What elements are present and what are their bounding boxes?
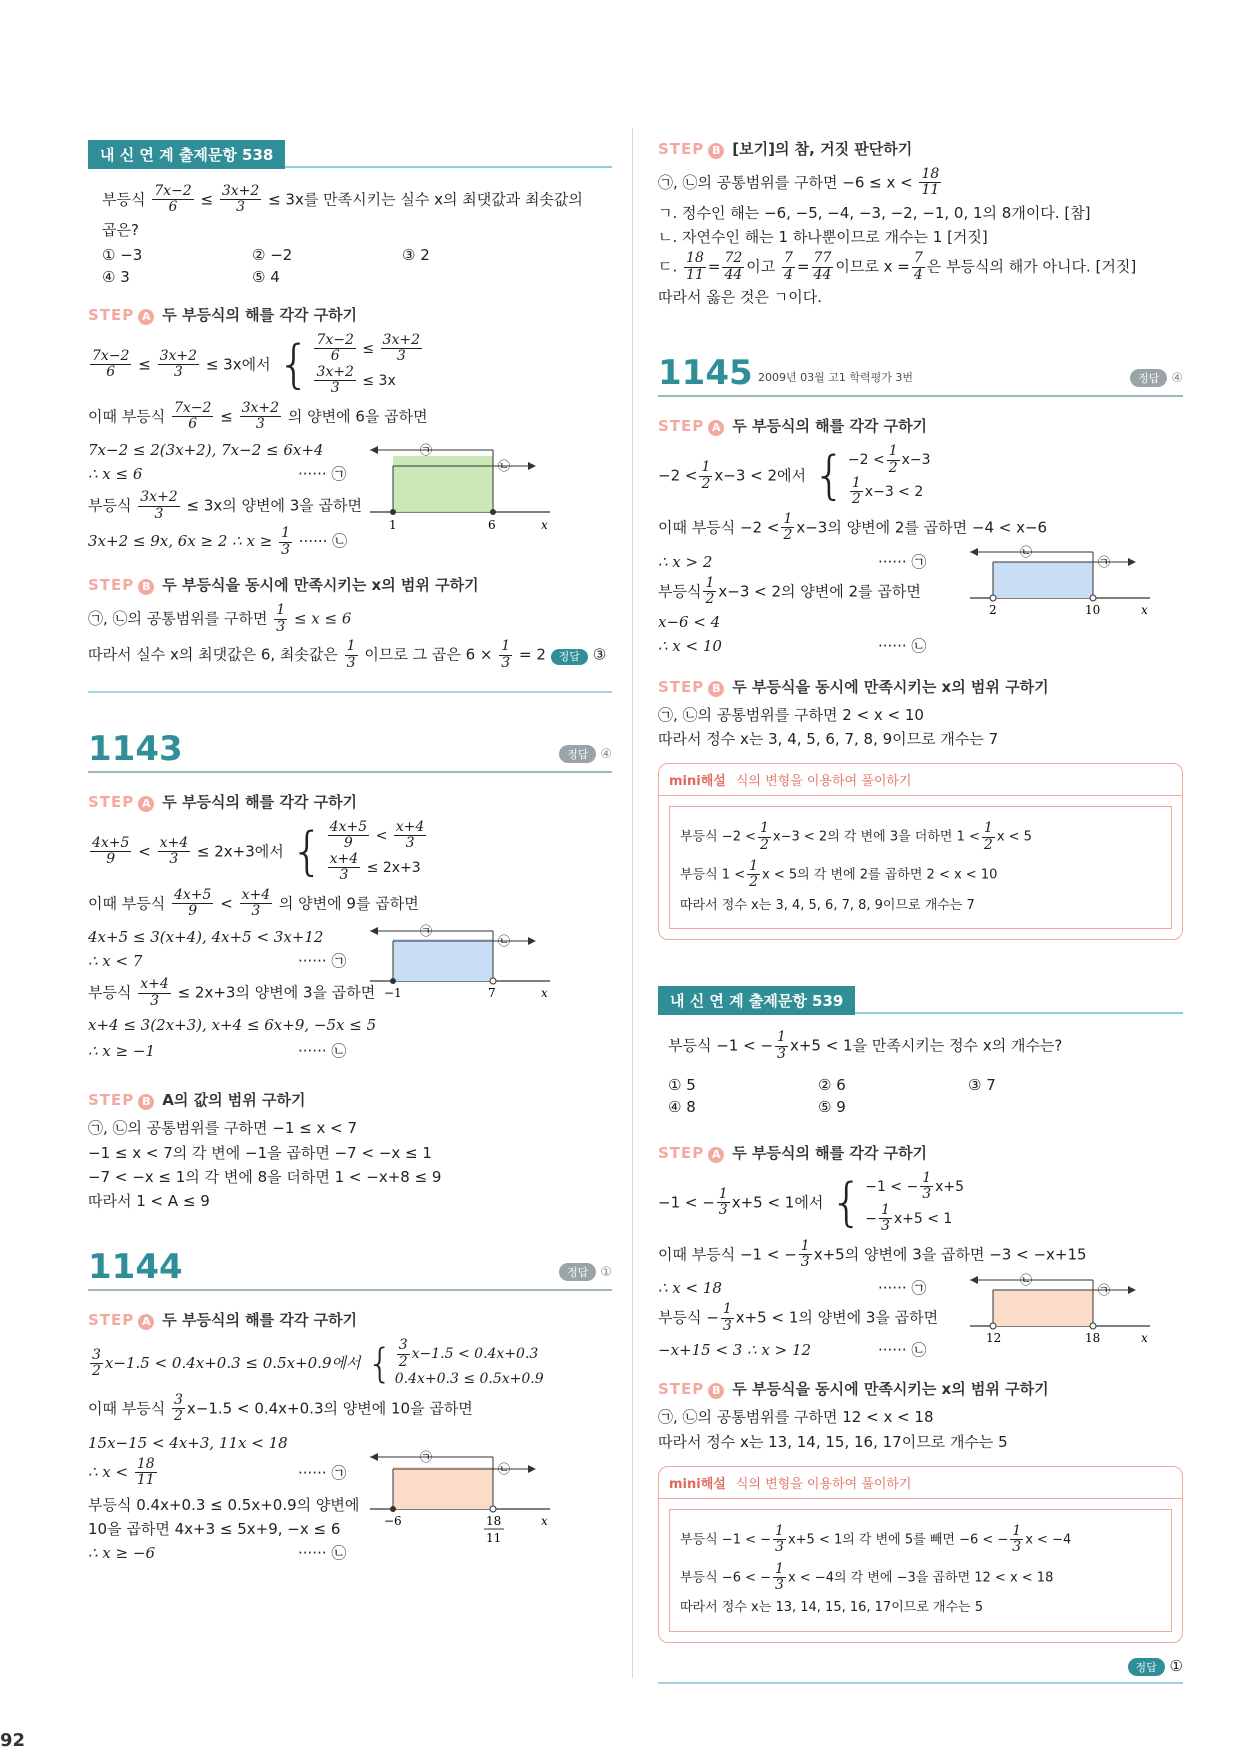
step-heading: STEP B 두 부등식을 동시에 만족시키는 x의 범위 구하기 — [658, 677, 1049, 696]
text-line: ㄷ. $\frac{18}{11}$ = $\frac{72}{44}$ 이고 $\frac{7}{4}$ = $\frac{77}{44}$ 이므로 x = $\frac{7}{4}$ 은 부등식의 해가 아니다. [거짓] — [658, 250, 1137, 283]
number-line-539 — [958, 1266, 1158, 1356]
text-line: −x+15 < 3 ∴ x > 12 — [658, 1341, 812, 1360]
tick-label: 18 — [486, 1513, 502, 1528]
tick-label: −1 — [384, 986, 402, 1001]
text-line: −1 ≤ x < 7의 각 변에 −1을 곱하면 −7 < −x ≤ 1 — [88, 1143, 432, 1162]
problem-number: 1144 — [88, 1247, 183, 1288]
text-line: ∴ x < 10 — [658, 636, 722, 655]
text-line: 따라서 정수 x는 3, 4, 5, 6, 7, 8, 9이므로 개수는 7 — [658, 729, 999, 748]
system-539: −1 < − $\frac{1}{3}$ x+5 < 1에서 { −1 < − $\frac{1}{3}$ x+5 − $\frac{1}{3}$ x+5 < 1 — [658, 1170, 965, 1235]
text-line: 이때 부등식 −2 < $\frac{1}{2}$ x−3의 양변에 2를 곱하면 −4 < x−6 — [658, 510, 1048, 544]
text-line: x+4 ≤ 3(2x+3), x+4 ≤ 6x+9, −5x ≤ 5 — [88, 1016, 377, 1035]
text-line: 3x+2 ≤ 9x, 6x ≥ 2 ∴ x ≥ $\frac{1}{3}$ ······ ㉡ — [88, 525, 348, 558]
text-line: 따라서 옳은 것은 ㄱ이다. — [658, 288, 822, 307]
text-line: ㉠, ㉡의 공통범위를 구하면 12 < x < 18 — [658, 1408, 934, 1427]
text-line: 부등식 −2 < $\frac{1}{2}$ x−3 < 2의 각 변에 3을 더하면 1 < $\frac{1}{2}$ x < 5 — [680, 820, 1032, 853]
system-1143: $\frac{4x+5}{9}$ < $\frac{x+4}{3}$ ≤ 2x+3에서 { $\frac{4x+5}{9}$ < $\frac{x+4}{3}$ $\frac{x+4}{3}$ ≤ 2x+3 — [92, 818, 425, 884]
question-538: 부등식 $\frac{7x-2}{6}$ ≤ $\frac{3x+2}{3}$ ≤ 3x를 만족시키는 실수 x의 최댓값과 최솟값의 — [102, 183, 583, 216]
label-c1: ㉠ — [420, 1449, 433, 1464]
text-line: 부등식 $\frac{3x+2}{3}$ ≤ 3x의 양변에 3을 곱하면 — [88, 489, 363, 522]
answer-value: ③ — [592, 645, 607, 664]
linked-problem-badge: 내 신 연 계 출제문항 539 — [658, 986, 855, 1015]
text-line: ∴ x < 7 — [88, 952, 143, 971]
step-heading: STEP A 두 부등식의 해를 각각 구하기 — [658, 1144, 928, 1163]
label-c1: ㉡ — [1020, 1273, 1033, 1288]
text-line: ㄱ. 정수인 해는 −6, −5, −4, −3, −2, −1, 0, 1의 8개이다. [참] — [658, 203, 1091, 222]
text-line: 부등식 −1 < − $\frac{1}{3}$ x+5 < 1의 각 변에 5를 빼면 −6 < − $\frac{1}{3}$ x < −4 — [680, 1522, 1072, 1556]
text-line: 따라서 1 < A ≤ 9 — [88, 1192, 210, 1211]
label-c1: ㉡ — [1020, 544, 1033, 559]
answer-tag: 정답 ④ — [1130, 369, 1183, 387]
step-heading: STEP B [보기]의 참, 거짓 판단하기 — [658, 140, 913, 158]
label-c2: ㉠ — [1098, 1283, 1111, 1298]
choice[interactable]: ④ 3 — [102, 268, 130, 287]
text-line: ∴ x < 18 — [658, 1279, 722, 1298]
choices-538 — [102, 246, 612, 286]
number-line-1144 — [358, 1439, 558, 1549]
text-line: ㉠, ㉡의 공통범위를 구하면 −1 ≤ x < 7 — [88, 1119, 357, 1138]
tick-label: 6 — [488, 518, 496, 533]
text-line: ㉠, ㉡의 공통범위를 구하면 2 < x < 10 — [658, 705, 924, 724]
label-c2: ㉡ — [498, 934, 511, 949]
answer-tag: 정답 ① — [559, 1263, 612, 1281]
step-heading: STEP B 두 부등식을 동시에 만족시키는 x의 범위 구하기 — [88, 576, 479, 595]
fraction: $\frac{7x-2}{6}$ — [154, 183, 192, 216]
step-heading: STEP B 두 부등식을 동시에 만족시키는 x의 범위 구하기 — [658, 1380, 1049, 1399]
problem-header-1145 — [658, 347, 1183, 397]
choice[interactable]: ④ 8 — [668, 1098, 696, 1117]
label-c2: ㉠ — [1098, 554, 1111, 569]
step-heading: STEP B A의 값의 범위 구하기 — [88, 1091, 306, 1110]
source-label: 2009년 03월 고1 학력평가 3번 — [758, 371, 913, 385]
question-539: 부등식 −1 < − $\frac{1}{3}$ x+5 < 1을 만족시키는 정수 x의 개수는? — [668, 1029, 1063, 1062]
tick-label: 18 — [1085, 1331, 1101, 1346]
text-line: ∴ x < $\frac{18}{11}$ — [88, 1455, 155, 1489]
step-heading: STEP A 두 부등식의 해를 각각 구하기 — [658, 417, 928, 436]
step-heading: STEP A 두 부등식의 해를 각각 구하기 — [88, 792, 358, 811]
text-line: 7x−2 ≤ 2(3x+2), 7x−2 ≤ 6x+4 — [88, 441, 324, 460]
label-c1: ㉠ — [420, 924, 433, 939]
text-line: 따라서 실수 x의 최댓값은 6, 최솟값은 $\frac{1}{3}$ 이므로 그 곱은 6 × $\frac{1}{3}$ = 2 정답 ③ — [88, 638, 607, 671]
question-538-cont: 곱은? — [102, 220, 139, 239]
text-line: 15x−15 < 4x+3, 11x < 18 — [88, 1433, 288, 1452]
text-line: 이때 부등식 $\frac{4x+5}{9}$ < $\frac{x+4}{3}$ 의 양변에 9를 곱하면 — [88, 886, 419, 919]
text-line: 이때 부등식 −1 < − $\frac{1}{3}$ x+5의 양변에 3을 곱하면 −3 < −x+15 — [658, 1237, 1087, 1270]
problem-number: 1143 — [88, 728, 183, 769]
text-line: ㄴ. 자연수인 해는 1 하나뿐이므로 개수는 1 [거짓] — [658, 228, 988, 247]
problem-header-1143 — [88, 723, 612, 773]
tick-label: 12 — [986, 1331, 1002, 1346]
text-line: 이때 부등식 $\frac{7x-2}{6}$ ≤ $\frac{3x+2}{3}$ 의 양변에 6을 곱하면 — [88, 399, 428, 432]
label-c1: ㉠ — [420, 443, 433, 458]
axis-label: x — [1141, 1331, 1148, 1346]
number-line-538 — [358, 426, 558, 536]
text-line: ㉠, ㉡의 공통범위를 구하면 −6 ≤ x < $\frac{18}{11}$ — [658, 166, 940, 199]
fraction: $\frac{3x+2}{3}$ — [221, 183, 260, 216]
problem-header-1144 — [88, 1241, 612, 1291]
choices-539 — [668, 1076, 1183, 1116]
axis-label: x — [541, 1513, 548, 1528]
mini-explanation-539: mini해설 식의 변형을 이용하여 풀이하기 부등식 −1 < − $\frac{1}{3}$ x+5 < 1의 각 변에 5를 빼면 −6 < − $\frac{1}{3}$ x < −4 부등식 −6 < − $\frac{1}{3}$ x < −4의 각 변에 −3을 곱하면 12 < x < 18 따라서 정수 x는 13, 14, 15, 16, 17이므로 개수는 5 — [658, 1466, 1183, 1643]
label-c2: ㉡ — [498, 1461, 511, 1476]
tick-label: 11 — [486, 1530, 502, 1545]
text-line: ∴ x ≤ 6 — [88, 465, 143, 484]
label-c2: ㉡ — [498, 459, 511, 474]
tick-label: 10 — [1085, 602, 1101, 617]
choice[interactable]: ⑤ 9 — [818, 1098, 846, 1117]
text-line: ∴ x > 2 — [658, 552, 713, 571]
page-number: 92 — [0, 1730, 26, 1751]
step-heading: STEP A 두 부등식의 해를 각각 구하기 — [88, 306, 358, 325]
text-line: ㉠, ㉡의 공통범위를 구하면 $\frac{1}{3}$ ≤ x ≤ 6 — [88, 602, 352, 635]
text-line: −7 < −x ≤ 1의 각 변에 8을 더하면 1 < −x+8 ≤ 9 — [88, 1167, 442, 1186]
linked-problem-header-538 — [88, 140, 612, 170]
text-line: 10을 곱하면 4x+3 ≤ 5x+9, −x ≤ 6 — [88, 1519, 341, 1538]
choice[interactable]: ① −3 — [102, 246, 143, 265]
system-538: $\frac{7x-2}{6}$ ≤ $\frac{3x+2}{3}$ ≤ 3x에서 { $\frac{7x-2}{6}$ ≤ $\frac{3x+2}{3}$ $\frac{3x+2}{3}$ ≤ 3x — [92, 332, 420, 397]
text-line: 따라서 정수 x는 13, 14, 15, 16, 17이므로 개수는 5 — [658, 1432, 1008, 1451]
system-1145: −2 < $\frac{1}{2}$ x−3 < 2에서 { −2 < $\frac{1}{2}$ x−3 $\frac{1}{2}$ x−3 < 2 — [658, 443, 931, 508]
text-line: 부등식 $\frac{1}{2}$ x−3 < 2의 양변에 2를 곱하면 — [658, 574, 921, 608]
mini-explanation-1145: mini해설 식의 변형을 이용하여 풀이하기 부등식 −2 < $\frac{1}{2}$ x−3 < 2의 각 변에 3을 더하면 1 < $\frac{1}{2}$ x < 5 부등식 1 < $\frac{1}{2}$ x < 5의 각 변에 2를 곱하면 2 < x < 10 따라서 정수 x는 3, 4, 5, 6, 7, 8, 9이므로 개수는 7 — [658, 763, 1183, 940]
text-line: ∴ x ≥ −6 — [88, 1543, 155, 1562]
text-line: 따라서 정수 x는 3, 4, 5, 6, 7, 8, 9이므로 개수는 7 — [680, 897, 975, 913]
choice[interactable]: ① 5 — [668, 1076, 696, 1095]
tick-label: 7 — [488, 986, 496, 1001]
tick-label: 1 — [389, 518, 397, 533]
axis-label: x — [541, 986, 548, 1001]
choice[interactable]: ③ 2 — [402, 246, 430, 265]
system-1144: $\frac{3}{2}$ x−1.5 < 0.4x+0.3 ≤ 0.5x+0.9에서 { $\frac{3}{2}$ x−1.5 < 0.4x+0.3 0.4x+0.3 ≤ 0.5x+0.9 — [92, 1337, 544, 1388]
linked-problem-badge: 내 신 연 계 출제문항 538 — [88, 140, 285, 169]
tick-label: 2 — [989, 602, 997, 617]
text-line: 부등식 0.4x+0.3 ≤ 0.5x+0.9의 양변에 — [88, 1495, 360, 1514]
right-column: STEP B [보기]의 참, 거짓 판단하기 ㉠, ㉡의 공통범위를 구하면 −6 ≤ x < $\frac{18}{11}$ ㄱ. 정수인 해는 −6, −5, −4, −3, −2, −1, 0, 1의 8개이다. [참] ㄴ. 자연수인 해는 1 하나뿐이므로 개수는 1 [거짓] ㄷ. $\frac{18}{11}$ = $\frac{72}{44}$ 이고 $\frac{7}{4}$ = $\frac{77}{44}$ 이므로 x = $\frac{7}{4}$ 은 부등식의 해가 아니다. [거짓] 따라서 옳은 것은 ㄱ이다. 1145 2009년 03월 고1 학력평가 3번 정답 ④ STEP A 두 부등식의 해를 각각 구하기 −2 < $\frac{1}{2}$ x−3 < 2에서 { −2 < $\frac{1}{2}$ x−3 $\frac{1}{2}$ x−3 < 2 이때 부등식 −2 < $\frac{1}{2}$ x−3의 양변에 2를 곱하면 −4 < x−6 ∴ x > 2 ······ ㉠ 부등식 $\frac{1}{2}$ x−3 < 2의 양변에 2를 곱하면 x−6 < 4 ∴ x < 10 ······ ㉡ ㉡ ㉠ 2 10 x STEP B 두 부등식을 동시에 만족시키는 x의 범위 구하기 ㉠, ㉡의 공통범위를 구하면 2 < x < 10 따라서 정수 x는 3, 4, 5, 6, 7, 8, 9이므로 개수는 7 mini해설 식의 변형을 이용하여 풀이하기 부등식 −2 < $\frac{1}{2}$ x−3 < 2의 각 변에 3을 더하면 1 < $\frac{1}{2}$ x < 5 부등식 1 < $\frac{1}{2}$ x < 5의 각 변에 2를 곱하면 2 < x < 10 따라서 정수 x는 3, 4, 5, 6, 7, 8, 9이므로 개수는 7 내 신 연 계 출제문항 539 부등식 −1 < − $\frac{1}{3}$ x+5 < 1을 만족시키는 정수 x의 개수는? ① 5 ② 6 ③ 7 ④ 8 ⑤ 9 STEP A 두 부등식의 해를 각각 구하기 −1 < − $\frac{1}{3}$ x+5 < 1에서 { −1 < − $\frac{1}{3}$ x+5 − $\frac{1}{3}$ x+5 < 1 이때 부등식 −1 < − $\frac{1}{3}$ x+5의 양변에 3을 곱하면 −3 < −x+15 ∴ x < 18 ······ ㉠ 부등식 − $\frac{1}{3}$ x+5 < 1의 양변에 3을 곱하면 −x+15 < 3 ∴ x > 12 ······ ㉡ ㉡ ㉠ 12 18 x STEP B 두 부등식을 동시에 만족시키는 x의 범위 구하기 ㉠, ㉡의 공통범위를 구하면 12 < x < 18 따라서 정수 x는 13, 14, 15, 16, 17이므로 개수는 5 mini해설 식의 변형을 이용하여 풀이하기 부등식 −1 < − $\frac{1}{3}$ x+5 < 1의 각 변에 5를 빼면 −6 < − $\frac{1}{3}$ x < −4 부등식 −6 < − $\frac{1}{3}$ x < −4의 각 변에 −3을 곱하면 12 < x < 18 따라서 정수 x는 13, 14, 15, 16, 17이므로 개수는 5 정답 ① — [658, 138, 1183, 1684]
number-line-1145 — [958, 538, 1158, 628]
step-heading: STEP A 두 부등식의 해를 각각 구하기 — [88, 1311, 358, 1330]
choice[interactable]: ② 6 — [818, 1076, 846, 1095]
column-divider — [632, 128, 633, 1678]
tick-label: −6 — [384, 1513, 402, 1528]
left-column: 내 신 연 계 출제문항 538 부등식 $\frac{7x-2}{6}$ ≤ $\frac{3x+2}{3}$ ≤ 3x를 만족시키는 실수 x의 최댓값과 최솟값의 곱은? ① −3 ② −2 ③ 2 ④ 3 ⑤ 4 STEP A 두 부등식의 해를 각각 구하기 $\frac{7x-2}{6}$ ≤ $\frac{3x+2}{3}$ ≤ 3x에서 { $\frac{7x-2}{6}$ ≤ $\frac{3x+2}{3}$ $\frac{3x+2}{3}$ ≤ 3x 이때 부등식 $\frac{7x-2}{6}$ ≤ $\frac{3x+2}{3}$ 의 양변에 6을 곱하면 7x−2 ≤ 2(3x+2), 7x−2 ≤ 6x+4 ∴ x ≤ 6 ······ ㉠ 부등식 $\frac{3x+2}{3}$ ≤ 3x의 양변에 3을 곱하면 3x+2 ≤ 9x, 6x ≥ 2 ∴ x ≥ $\frac{1}{3}$ ······ ㉡ ㉠ ㉡ 1 6 x STEP B 두 부등식을 동시에 만족시키는 x의 범위 구하기 ㉠, ㉡의 공통범위를 구하면 $\frac{1}{3}$ ≤ x ≤ 6 따라서 실수 x의 최댓값은 6, 최솟값은 $\frac{1}{3}$ 이므로 그 곱은 6 × $\frac{1}{3}$ = 2 정답 ③ 1143 정답 ④ STEP A 두 부등식의 해를 각각 구하기 $\frac{4x+5}{9}$ < $\frac{x+4}{3}$ ≤ 2x+3에서 { $\frac{4x+5}{9}$ < $\frac{x+4}{3}$ $\frac{x+4}{3}$ ≤ 2x+3 이때 부등식 $\frac{4x+5}{9}$ < $\frac{x+4}{3}$ 의 양변에 9를 곱하면 4x+5 ≤ 3(x+4), 4x+5 < 3x+12 ∴ x < 7 ······ ㉠ 부등식 $\frac{x+4}{3}$ ≤ 2x+3의 양변에 3을 곱하면 x+4 ≤ 3(2x+3), x+4 ≤ 6x+9, −5x ≤ 5 ∴ x ≥ −1 ······ ㉡ ㉠ ㉡ −1 7 x STEP B A의 값의 범위 구하기 ㉠, ㉡의 공통범위를 구하면 −1 ≤ x < 7 −1 ≤ x < 7의 각 변에 −1을 곱하면 −7 < −x ≤ 1 −7 < −x ≤ 1의 각 변에 8을 더하면 1 < −x+8 ≤ 9 따라서 1 < A ≤ 9 1144 정답 ① STEP A 두 부등식의 해를 각각 구하기 $\frac{3}{2}$ x−1.5 < 0.4x+0.3 ≤ 0.5x+0.9에서 { $\frac{3}{2}$ x−1.5 < 0.4x+0.3 0.4x+0.3 ≤ 0.5x+0.9 이때 부등식 $\frac{3}{2}$ x−1.5 < 0.4x+0.3의 양변에 10을 곱하면 15x−15 < 4x+3, 11x < 18 ∴ x < $\frac{18}{11}$ ······ ㉠ 부등식 0.4x+0.3 ≤ 0.5x+0.9의 양변에 10을 곱하면 4x+3 ≤ 5x+9, −x ≤ 6 ∴ x ≥ −6 ······ ㉡ ㉠ ㉡ −6 18 11 x — [88, 140, 612, 1569]
text-line: 부등식 −6 < − $\frac{1}{3}$ x < −4의 각 변에 −3을 곱하면 12 < x < 18 — [680, 1560, 1054, 1594]
text-line: 부등식 1 < $\frac{1}{2}$ x < 5의 각 변에 2를 곱하면 2 < x < 10 — [680, 857, 998, 891]
text-line: 부등식 $\frac{x+4}{3}$ ≤ 2x+3의 양변에 3을 곱하면 — [88, 976, 376, 1009]
text-line: 따라서 정수 x는 13, 14, 15, 16, 17이므로 개수는 5 — [680, 1600, 984, 1616]
text-line: 부등식 − $\frac{1}{3}$ x+5 < 1의 양변에 3을 곱하면 — [658, 1301, 939, 1334]
axis-label: x — [541, 518, 548, 533]
axis-label: x — [1141, 602, 1148, 617]
text-line: ∴ x ≥ −1 — [88, 1042, 155, 1061]
answer-badge: 정답 — [551, 649, 588, 666]
answer-tag: 정답 ④ — [559, 745, 612, 763]
text-line: 4x+5 ≤ 3(x+4), 4x+5 < 3x+12 — [88, 928, 324, 947]
number-line-1143 — [358, 917, 558, 1007]
final-answer: 정답 ① — [658, 1657, 1183, 1676]
choice[interactable]: ⑤ 4 — [252, 268, 280, 287]
linked-problem-header-539 — [658, 986, 1183, 1016]
choice[interactable]: ③ 7 — [968, 1076, 996, 1095]
text-line: x−6 < 4 — [658, 612, 721, 631]
problem-number: 1145 — [658, 353, 753, 394]
text-line: 이때 부등식 $\frac{3}{2}$ x−1.5 < 0.4x+0.3의 양변에 10을 곱하면 — [88, 1391, 473, 1425]
choice[interactable]: ② −2 — [252, 246, 293, 265]
